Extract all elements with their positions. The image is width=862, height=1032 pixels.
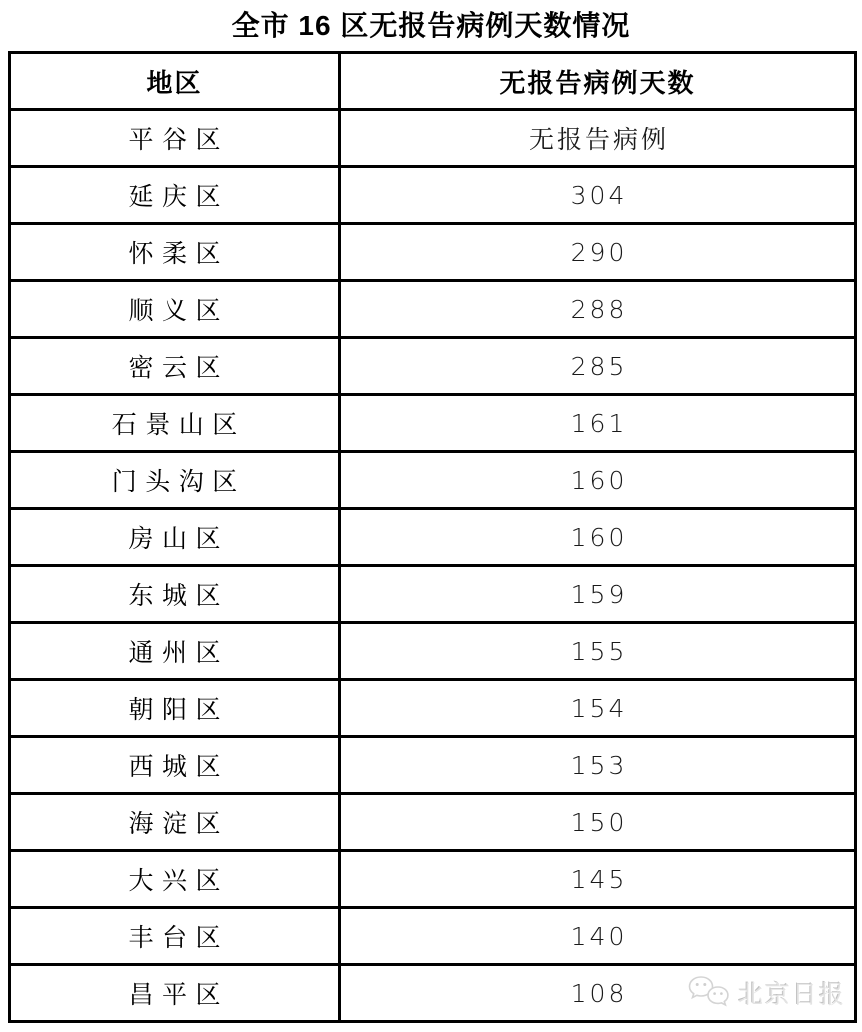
table-row: [10, 908, 856, 965]
district-cell: 怀柔区: [10, 224, 340, 281]
table-row: [10, 452, 856, 509]
days-cell: 153: [340, 737, 856, 794]
table-row: [10, 965, 856, 1022]
district-cell: 大兴区: [10, 851, 340, 908]
district-cell: 海淀区: [10, 794, 340, 851]
district-cell: 房山区: [10, 509, 340, 566]
table-header-row: [10, 53, 856, 110]
table-row: [10, 224, 856, 281]
days-cell: 无报告病例: [340, 110, 856, 167]
district-cell: 延庆区: [10, 167, 340, 224]
table-row: [10, 623, 856, 680]
district-cell: 丰台区: [10, 908, 340, 965]
days-cell: 154: [340, 680, 856, 737]
table-row: [10, 281, 856, 338]
district-cell: 石景山区: [10, 395, 340, 452]
days-cell: 108: [340, 965, 856, 1022]
days-cell: 288: [340, 281, 856, 338]
days-cell: 150: [340, 794, 856, 851]
district-cell: 东城区: [10, 566, 340, 623]
table-row: [10, 395, 856, 452]
table-row: [10, 110, 856, 167]
district-cell: 朝阳区: [10, 680, 340, 737]
no-reported-cases-table: [8, 51, 857, 1023]
page-title: 全市 16 区无报告病例天数情况: [231, 10, 631, 41]
days-cell: 160: [340, 509, 856, 566]
days-cell: 290: [340, 224, 856, 281]
watermark-label: 北京日报: [737, 981, 846, 1009]
column-header-days: 无报告病例天数: [340, 53, 856, 110]
table-row: [10, 338, 856, 395]
district-cell: 西城区: [10, 737, 340, 794]
table-row: [10, 737, 856, 794]
district-cell: 密云区: [10, 338, 340, 395]
district-cell: 顺义区: [10, 281, 340, 338]
table-row: [10, 680, 856, 737]
table-row: [10, 566, 856, 623]
table-row: [10, 851, 856, 908]
days-cell: 161: [340, 395, 856, 452]
days-cell: 159: [340, 566, 856, 623]
district-cell: 门头沟区: [10, 452, 340, 509]
days-cell: 145: [340, 851, 856, 908]
days-cell: 285: [340, 338, 856, 395]
table-row: [10, 167, 856, 224]
table-row: [10, 509, 856, 566]
district-cell: 昌平区: [10, 965, 340, 1022]
days-cell: 140: [340, 908, 856, 965]
column-header-district: 地区: [10, 53, 340, 110]
district-cell: 通州区: [10, 623, 340, 680]
district-cell: 平谷区: [10, 110, 340, 167]
table-row: [10, 794, 856, 851]
days-cell: 304: [340, 167, 856, 224]
days-cell: 155: [340, 623, 856, 680]
days-cell: 160: [340, 452, 856, 509]
